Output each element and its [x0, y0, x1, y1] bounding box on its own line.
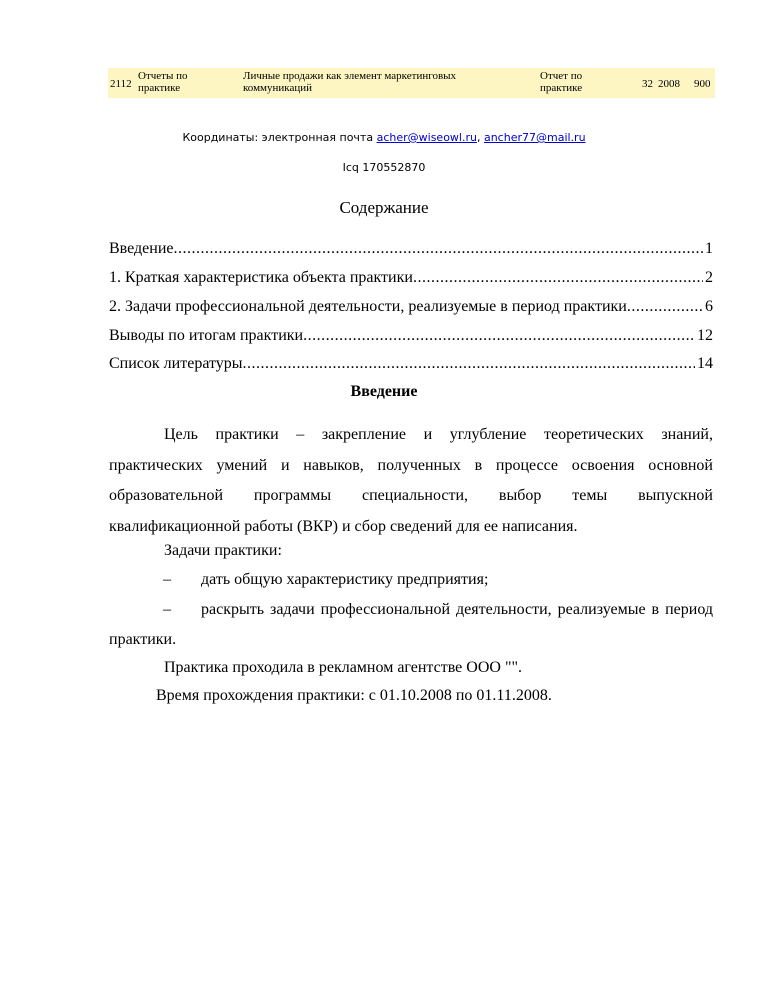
toc-item-page: 6: [705, 298, 713, 315]
bullet-item: раскрыть задачи профессиональной деятельности, реализуемые в период практики.: [109, 601, 713, 648]
toc-item-page: 1: [705, 240, 713, 257]
toc-item-text: 1. Краткая характеристика объекта практики: [109, 269, 413, 286]
tasks-label: Задачи практики:: [164, 542, 282, 559]
toc-leader: [243, 353, 695, 375]
bullet-marker: –: [163, 571, 171, 588]
toc-item[interactable]: [109, 325, 713, 347]
meta-price: 900: [694, 78, 711, 90]
intro-paragraph: Цель практики – закрепление и углубление теоретических знаний, практических умений и навыков, полученных в процессе освоения основной образовательной программы специальности, выбор темы выпускной квалификационной работы (ВКР) и сбор сведений для ее написания.: [109, 426, 713, 535]
bullet-item: дать общую характеристику предприятия;: [201, 571, 489, 588]
icq-line: Icq 170552870: [342, 161, 426, 174]
toc-leader: [174, 238, 704, 260]
toc-item-text: Введение: [109, 240, 174, 257]
toc-item-page: 12: [697, 327, 713, 344]
meta-title[interactable]: Личные продажи как элемент маркетинговых коммуникаций: [243, 70, 457, 94]
toc-leader: [413, 267, 703, 289]
meta-category: Отчеты по практике: [138, 70, 188, 94]
intro-heading: Введение: [350, 383, 418, 400]
practice-place: Практика проходила в рекламном агентстве ООО "".: [164, 659, 522, 676]
meta-pages: 32: [642, 78, 653, 90]
meta-type: Отчет по практике: [540, 70, 583, 94]
contact-line: [0, 131, 768, 144]
meta-id: 2112: [110, 78, 132, 90]
toc-item-text: Выводы по итогам практики: [109, 327, 304, 344]
toc-item-text: Список литературы: [109, 355, 243, 372]
toc-item-page: 14: [697, 355, 713, 372]
practice-period: Время прохождения практики: с 01.10.2008 по 01.11.2008.: [156, 687, 552, 704]
email-link-1[interactable]: acher@wiseowl.ru: [376, 131, 477, 144]
toc-leader: [627, 296, 703, 318]
toc-title: Содержание: [339, 198, 429, 217]
toc-item-text: 2. Задачи профессиональной деятельности, реализуемые в период практики: [109, 298, 627, 315]
email-link-2[interactable]: ancher77@mail.ru: [483, 131, 586, 144]
meta-year: 2008: [658, 78, 680, 90]
toc-item[interactable]: [109, 238, 713, 260]
toc-item[interactable]: [109, 296, 713, 318]
bullet-marker: –: [163, 601, 171, 618]
contact-separator: ,: [476, 131, 481, 144]
toc-item-page: 2: [705, 269, 713, 286]
toc-item[interactable]: [109, 353, 713, 375]
document-meta-row: [108, 68, 715, 98]
toc-leader: [303, 325, 695, 347]
toc-item[interactable]: [109, 267, 713, 289]
contact-label: Координаты: электронная почта: [182, 131, 374, 144]
